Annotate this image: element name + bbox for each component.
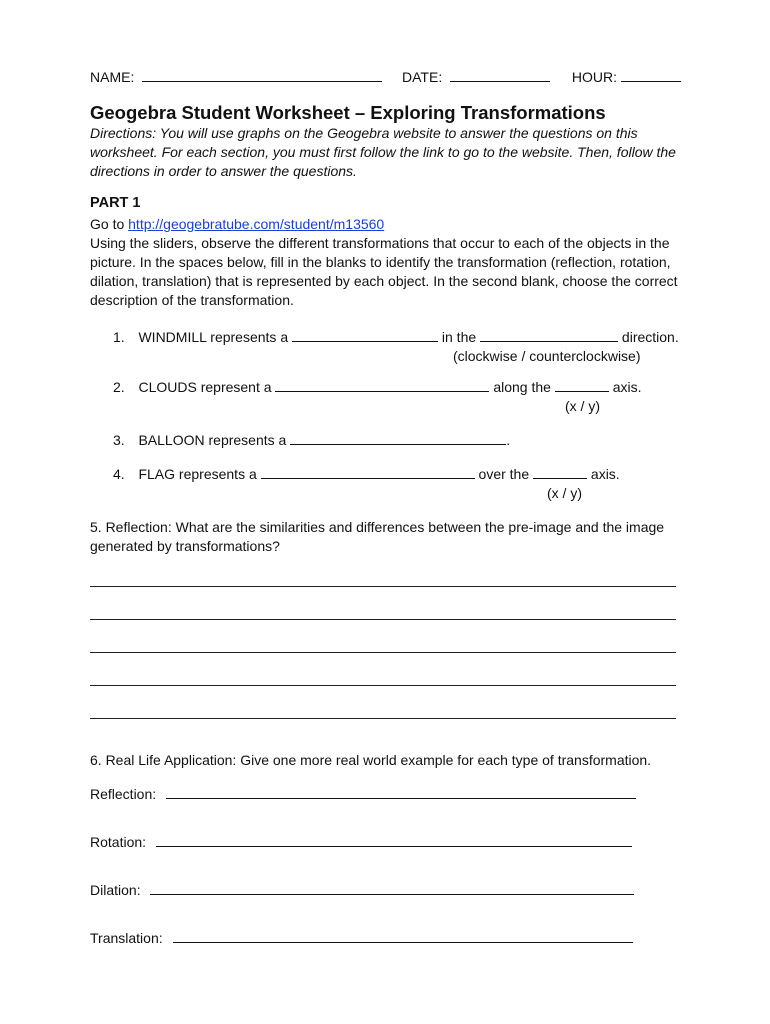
- answer-blank-direction[interactable]: [480, 329, 618, 342]
- example-label: Rotation:: [90, 834, 147, 850]
- directions-text: Directions: You will use graphs on the Geogebra website to answer the questions on this worksheet. For each section, you must first follow the link to go to the website. Then, follow the directions in order to answer the questions.: [90, 125, 676, 179]
- example-row-reflection: [90, 785, 636, 803]
- question-text: .: [506, 432, 511, 448]
- hour-blank[interactable]: [621, 69, 681, 82]
- example-row-rotation: [90, 833, 632, 851]
- name-label: NAME:: [90, 69, 135, 85]
- answer-line[interactable]: [90, 586, 676, 587]
- question-number: 4.: [113, 466, 125, 482]
- header-row: [90, 68, 681, 86]
- question-1-hint: (clockwise / counterclockwise): [453, 348, 641, 364]
- example-blank-dilation[interactable]: [150, 882, 634, 895]
- question-number: 1.: [113, 329, 125, 345]
- geogebra-link[interactable]: http://geogebratube.com/student/m13560: [128, 216, 385, 232]
- answer-line[interactable]: [90, 685, 676, 686]
- example-row-translation: [90, 929, 633, 947]
- question-4-hint: (x / y): [547, 485, 582, 501]
- name-blank[interactable]: [142, 69, 382, 82]
- example-row-dilation: [90, 881, 634, 899]
- example-label: Translation:: [90, 930, 163, 946]
- question-text: axis.: [612, 379, 642, 395]
- example-blank-reflection[interactable]: [166, 786, 636, 799]
- worksheet-title: Geogebra Student Worksheet – Exploring Transformations: [90, 102, 606, 123]
- question-6-text: 6. Real Life Application: Give one more real world example for each type of transformation.: [90, 752, 652, 768]
- example-blank-translation[interactable]: [173, 930, 633, 943]
- question-2: [113, 378, 642, 396]
- goto-prefix: Go to: [90, 216, 125, 232]
- question-text: in the: [441, 329, 477, 345]
- answer-line[interactable]: [90, 652, 676, 653]
- example-blank-rotation[interactable]: [156, 834, 632, 847]
- hour-label: HOUR:: [571, 69, 618, 85]
- question-1: [113, 328, 679, 346]
- date-label: DATE:: [402, 69, 443, 85]
- question-number: 2.: [113, 379, 125, 395]
- answer-blank-axis[interactable]: [555, 379, 609, 392]
- example-label: Reflection:: [90, 786, 157, 802]
- goto-line: [90, 215, 384, 233]
- answer-line[interactable]: [90, 718, 676, 719]
- answer-blank-axis[interactable]: [533, 466, 587, 479]
- question-text: CLOUDS represent a: [138, 379, 272, 395]
- question-3: [113, 431, 510, 449]
- question-text: axis.: [590, 466, 620, 482]
- part1-instructions: Using the sliders, observe the different transformations that occur to each of the objects in the picture. In the spaces below, fill in the blanks to identify the transformation (reflection, rotation, dilation, translation) that is represented by each object. In the second blank, choose the correct description of the transformation.: [90, 235, 678, 308]
- question-number: 3.: [113, 432, 125, 448]
- question-text: direction.: [621, 329, 679, 345]
- example-label: Dilation:: [90, 882, 141, 898]
- answer-blank-transformation[interactable]: [290, 432, 506, 445]
- question-text: FLAG represents a: [138, 466, 257, 482]
- question-5-text: 5. Reflection: What are the similarities and differences between the pre-image and the image generated by transformations?: [90, 519, 665, 554]
- question-text: BALLOON represents a: [138, 432, 287, 448]
- question-4: [113, 465, 620, 483]
- answer-blank-transformation[interactable]: [275, 379, 489, 392]
- question-text: over the: [478, 466, 530, 482]
- answer-blank-transformation[interactable]: [292, 329, 438, 342]
- part1-heading: PART 1: [90, 195, 141, 211]
- question-2-hint: (x / y): [565, 398, 600, 414]
- question-text: along the: [493, 379, 551, 395]
- question-text: WINDMILL represents a: [138, 329, 289, 345]
- answer-blank-transformation[interactable]: [261, 466, 475, 479]
- answer-line[interactable]: [90, 619, 676, 620]
- date-blank[interactable]: [450, 69, 550, 82]
